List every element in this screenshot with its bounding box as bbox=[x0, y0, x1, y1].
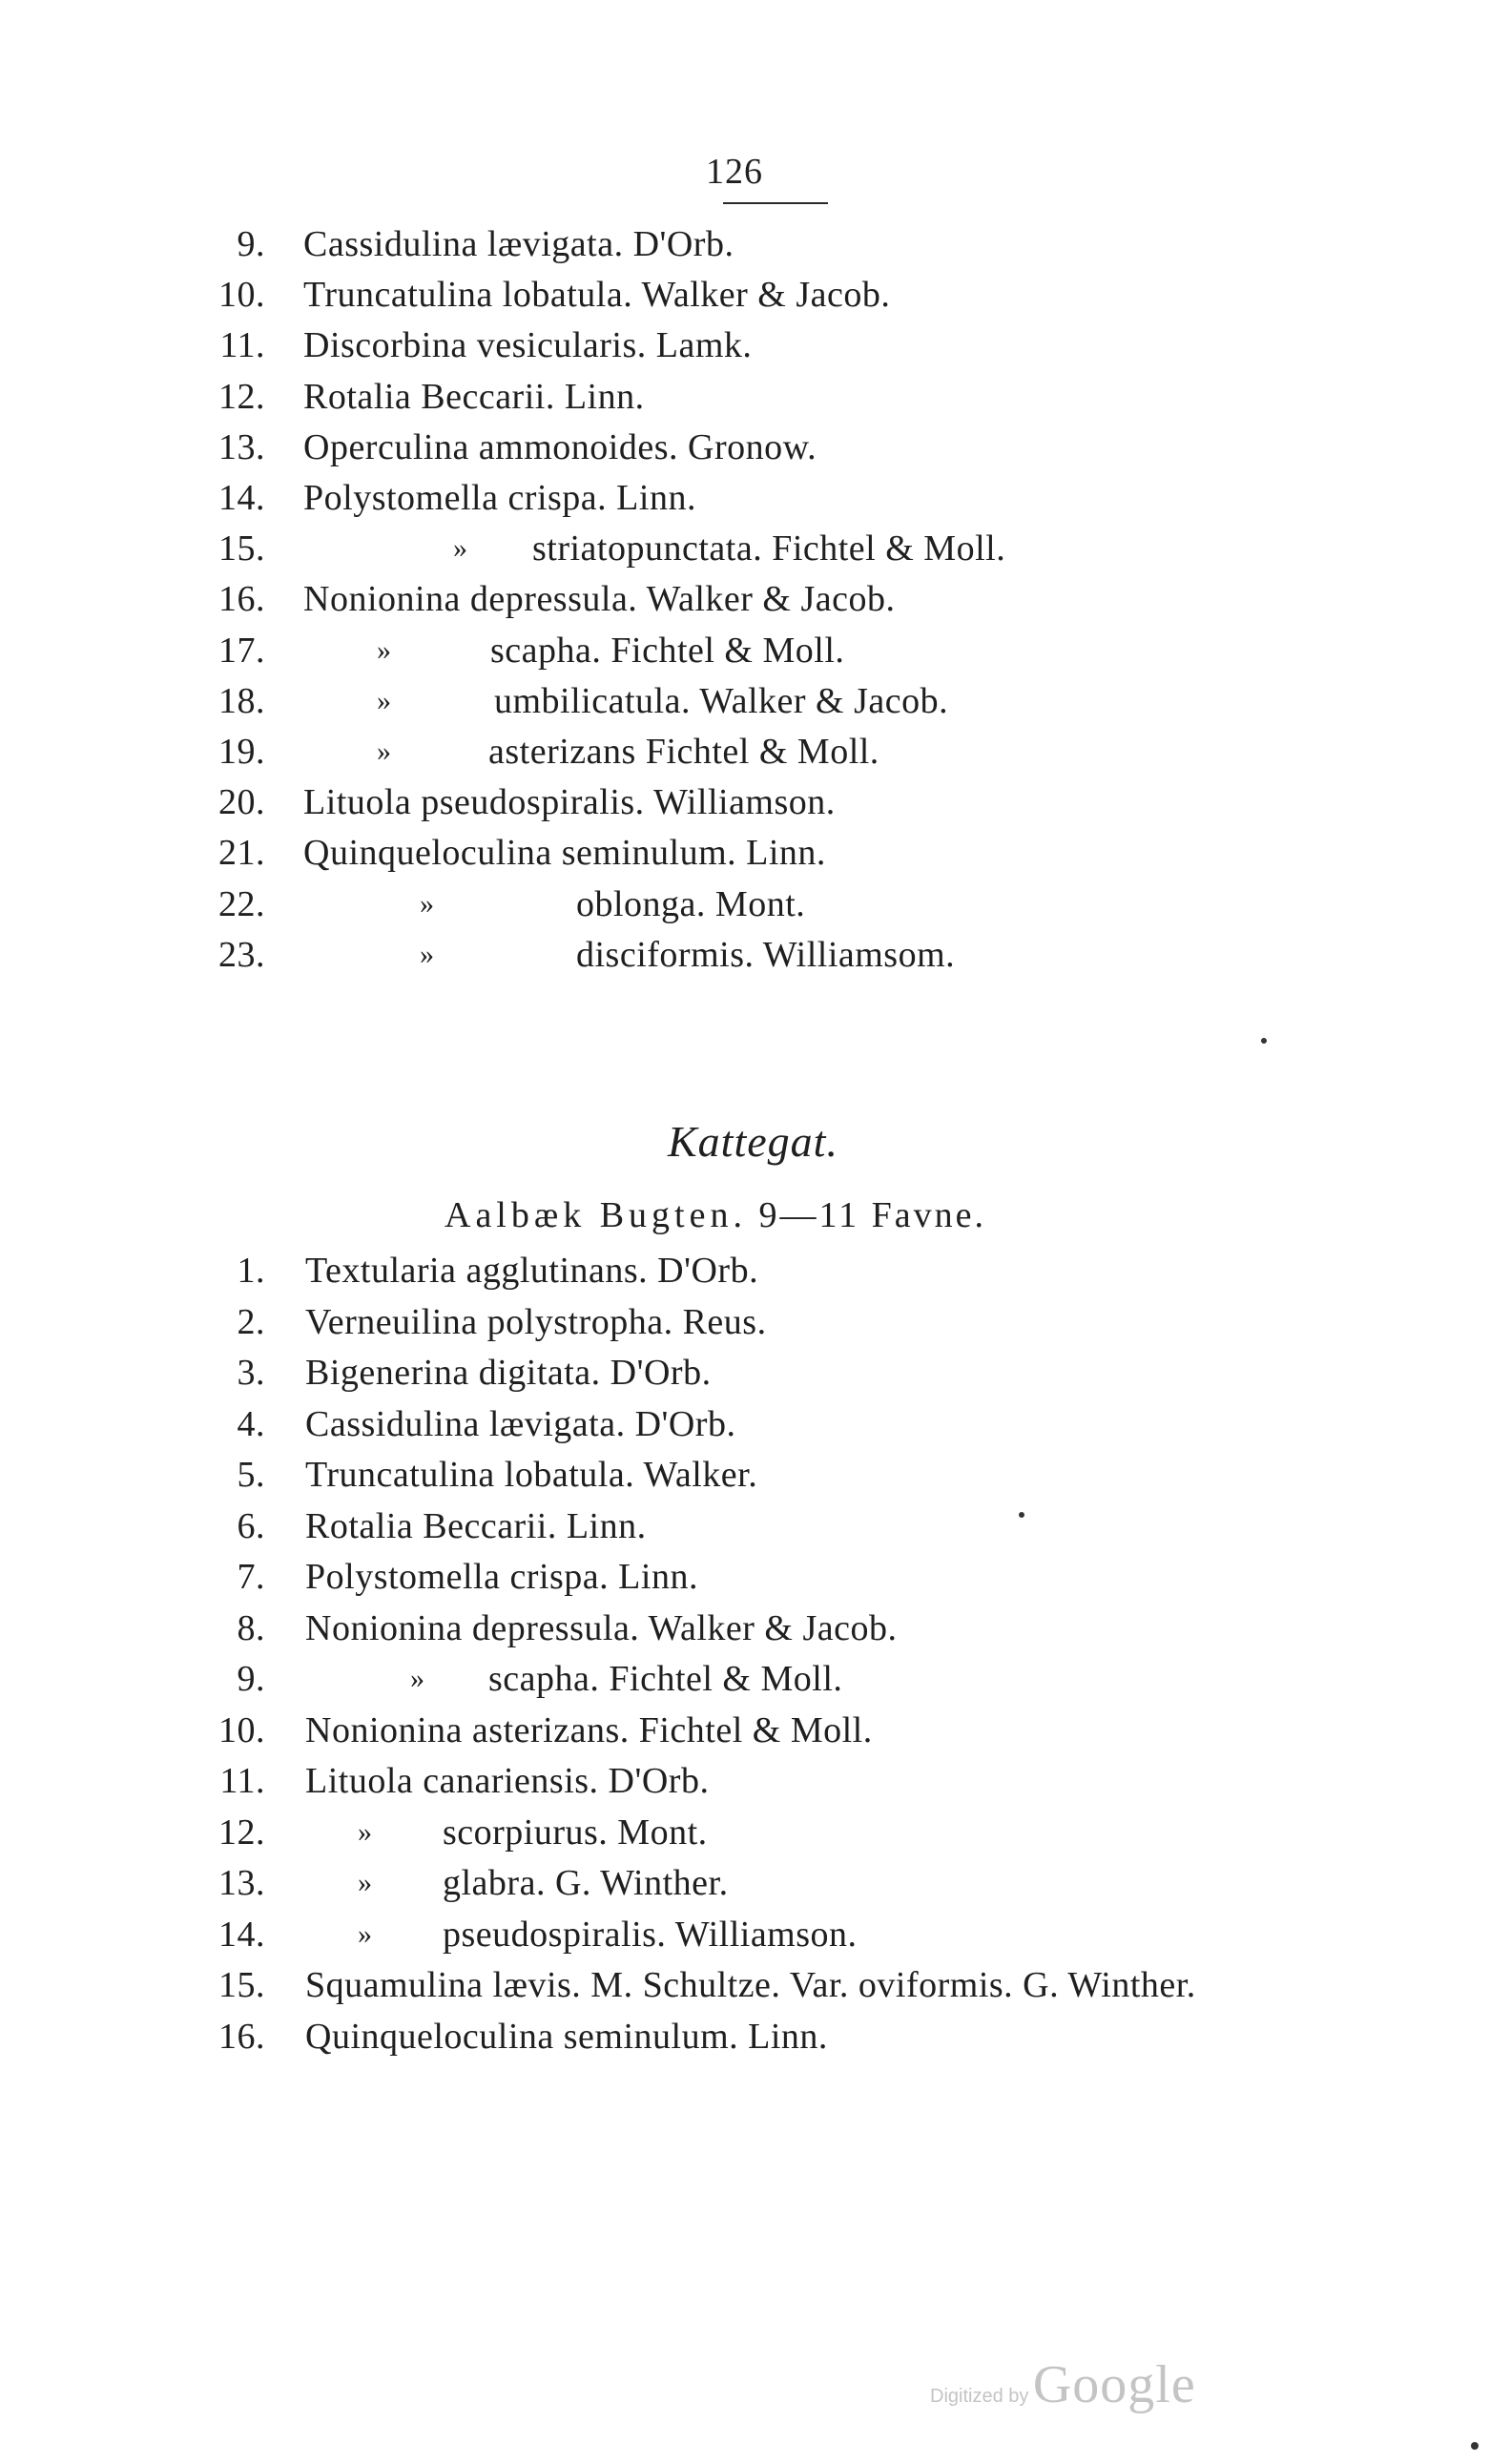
list-item bbox=[0, 1912, 1510, 1957]
species-entry: Rotalia Beccarii. Linn. bbox=[303, 376, 645, 417]
item-number: 10. bbox=[218, 275, 265, 316]
species-entry: Rotalia Beccarii. Linn. bbox=[305, 1505, 647, 1546]
species-entry: Verneuilina polystropha. Reus. bbox=[305, 1301, 767, 1342]
list-item bbox=[0, 628, 1510, 673]
item-number: 2. bbox=[237, 1301, 265, 1342]
item-number: 16. bbox=[218, 2016, 265, 2057]
species-entry: Cassidulina lævigata. D'Orb. bbox=[305, 1403, 736, 1444]
item-number: 19. bbox=[218, 732, 265, 772]
species-entry: Quinqueloculina seminulum. Linn. bbox=[303, 833, 826, 874]
list-item bbox=[0, 1248, 1510, 1294]
list-item bbox=[0, 1810, 1510, 1855]
species-entry: Textularia agglutinans. D'Orb. bbox=[305, 1251, 759, 1291]
list-item bbox=[0, 374, 1510, 420]
item-number: 7. bbox=[237, 1557, 265, 1597]
list-item bbox=[0, 1350, 1510, 1396]
item-number: 17. bbox=[218, 630, 265, 671]
item-number: 4. bbox=[237, 1403, 265, 1444]
species-entry: Nonionina depressula. Walker & Jacob. bbox=[303, 579, 896, 620]
list-item bbox=[0, 779, 1510, 825]
list-item bbox=[0, 1962, 1510, 2008]
species-entry: Cassidulina lævigata. D'Orb. bbox=[303, 224, 734, 264]
list-item bbox=[0, 475, 1510, 521]
item-number: 5. bbox=[237, 1455, 265, 1495]
species-entry: Squamulina lævis. M. Schultze. Var. oviformis. G. Winther. bbox=[305, 1965, 1196, 2005]
ditto-mark: » bbox=[358, 1815, 373, 1848]
item-number: 22. bbox=[218, 883, 265, 924]
species-entry: Operculina ammonoides. Gronow. bbox=[303, 426, 817, 467]
list-item bbox=[0, 424, 1510, 470]
list-item bbox=[0, 272, 1510, 318]
ditto-mark: » bbox=[410, 1663, 425, 1694]
species-entry: pseudospiralis. Williamson. bbox=[443, 1914, 858, 1955]
species-entry: Truncatulina lobatula. Walker & Jacob. bbox=[303, 275, 891, 316]
list-item bbox=[0, 1656, 1510, 1702]
list-item bbox=[0, 1554, 1510, 1600]
ditto-mark: » bbox=[420, 887, 435, 920]
species-entry: Bigenerina digitata. D'Orb. bbox=[305, 1353, 712, 1393]
ditto-mark: » bbox=[358, 1917, 373, 1950]
list-item bbox=[0, 576, 1510, 622]
species-entry: Quinqueloculina seminulum. Linn. bbox=[305, 2016, 828, 2057]
location-name: Aalbæk Bugten. bbox=[445, 1195, 747, 1235]
item-number: 23. bbox=[218, 934, 265, 975]
item-number: 16. bbox=[218, 579, 265, 620]
ink-speck bbox=[1019, 1512, 1024, 1518]
list-item bbox=[0, 1452, 1510, 1498]
list-item bbox=[0, 1299, 1510, 1345]
ditto-mark: » bbox=[377, 684, 392, 716]
ditto-mark: » bbox=[377, 633, 392, 666]
list-item bbox=[0, 830, 1510, 876]
item-number: 1. bbox=[237, 1251, 265, 1291]
species-entry: disciformis. Williamsom. bbox=[576, 934, 956, 975]
page-number-rule bbox=[723, 202, 828, 204]
item-number: 12. bbox=[218, 1812, 265, 1853]
species-entry: Nonionina asterizans. Fichtel & Moll. bbox=[305, 1709, 873, 1750]
watermark-prefix: Digitized by bbox=[930, 2386, 1029, 2407]
depth-range: 9—11 Favne. bbox=[758, 1195, 986, 1235]
species-entry: Polystomella crispa. Linn. bbox=[305, 1557, 698, 1597]
species-entry: Polystomella crispa. Linn. bbox=[303, 478, 696, 518]
digitized-watermark bbox=[930, 2354, 1196, 2415]
section-heading: Kattegat. bbox=[668, 1117, 838, 1166]
list-item bbox=[0, 932, 1510, 978]
species-entry: Lituola canariensis. D'Orb. bbox=[305, 1761, 710, 1801]
list-item bbox=[0, 526, 1510, 571]
item-number: 18. bbox=[218, 680, 265, 721]
species-entry: oblonga. Mont. bbox=[576, 883, 806, 924]
list-item bbox=[0, 678, 1510, 724]
item-number: 8. bbox=[237, 1607, 265, 1648]
list-item bbox=[0, 322, 1510, 368]
item-number: 12. bbox=[218, 376, 265, 417]
ditto-mark: » bbox=[453, 532, 468, 565]
item-number: 9. bbox=[237, 1659, 265, 1699]
item-number: 20. bbox=[218, 782, 265, 823]
species-entry: glabra. G. Winther. bbox=[443, 1863, 729, 1903]
google-logo: Google bbox=[1032, 2355, 1196, 2414]
species-entry: asterizans Fichtel & Moll. bbox=[488, 732, 879, 772]
list-item bbox=[0, 221, 1510, 267]
ditto-mark: » bbox=[358, 1867, 373, 1898]
list-item bbox=[0, 1860, 1510, 1906]
species-entry: umbilicatula. Walker & Jacob. bbox=[494, 680, 949, 721]
list-item bbox=[0, 1401, 1510, 1447]
item-number: 14. bbox=[218, 478, 265, 518]
item-number: 14. bbox=[218, 1914, 265, 1955]
species-entry: Discorbina vesicularis. Lamk. bbox=[303, 325, 753, 366]
list-item bbox=[0, 881, 1510, 927]
species-entry: scorpiurus. Mont. bbox=[443, 1812, 708, 1853]
ink-speck bbox=[1261, 1038, 1267, 1044]
item-number: 13. bbox=[218, 1863, 265, 1903]
item-number: 15. bbox=[218, 1965, 265, 2005]
item-number: 10. bbox=[218, 1709, 265, 1750]
list-item bbox=[0, 729, 1510, 775]
item-number: 3. bbox=[237, 1353, 265, 1393]
species-entry: Lituola pseudospiralis. Williamson. bbox=[303, 782, 836, 823]
ditto-mark: » bbox=[377, 735, 392, 767]
item-number: 9. bbox=[237, 224, 265, 264]
item-number: 6. bbox=[237, 1505, 265, 1546]
ink-speck bbox=[1471, 2442, 1479, 2450]
page-number: 126 bbox=[706, 152, 763, 192]
item-number: 13. bbox=[218, 426, 265, 467]
item-number: 11. bbox=[219, 325, 265, 366]
list-item bbox=[0, 1758, 1510, 1804]
item-number: 15. bbox=[218, 528, 265, 569]
species-entry: Truncatulina lobatula. Walker. bbox=[305, 1455, 758, 1495]
ditto-mark: » bbox=[420, 938, 435, 970]
item-number: 11. bbox=[219, 1761, 265, 1801]
list-item bbox=[0, 1605, 1510, 1651]
species-entry: Nonionina depressula. Walker & Jacob. bbox=[305, 1607, 898, 1648]
list-item bbox=[0, 2014, 1510, 2060]
list-item bbox=[0, 1503, 1510, 1549]
item-number: 21. bbox=[218, 833, 265, 874]
species-entry: scapha. Fichtel & Moll. bbox=[488, 1659, 843, 1699]
location-subheading bbox=[445, 1194, 986, 1236]
list-item bbox=[0, 1708, 1510, 1753]
species-entry: scapha. Fichtel & Moll. bbox=[490, 630, 845, 671]
species-entry: striatopunctata. Fichtel & Moll. bbox=[532, 528, 1006, 569]
